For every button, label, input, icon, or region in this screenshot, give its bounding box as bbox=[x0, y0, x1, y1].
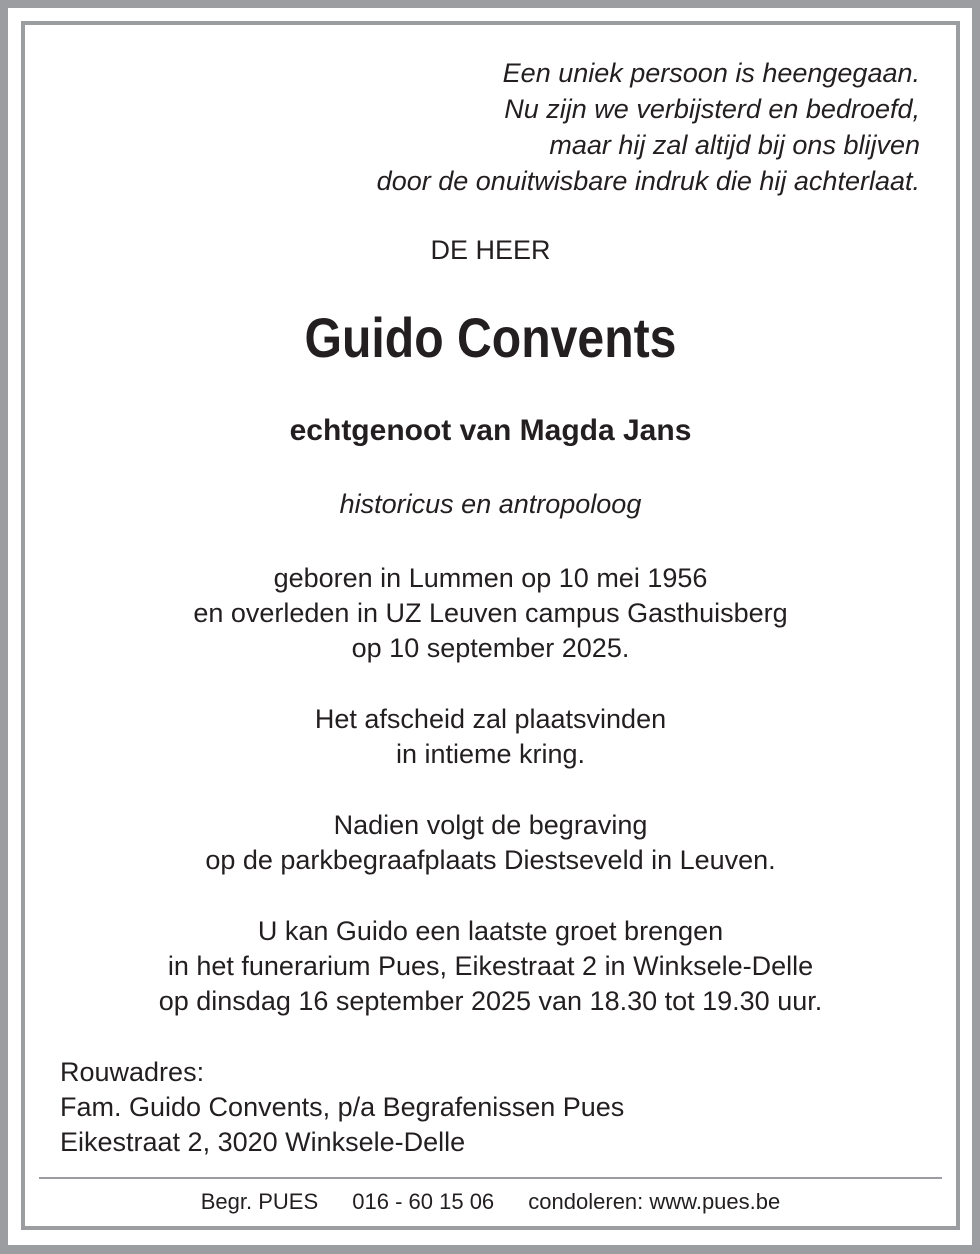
poem bbox=[377, 55, 920, 199]
condolences-link[interactable]: condoleren: www.pues.be bbox=[528, 1189, 781, 1214]
divider bbox=[39, 1177, 942, 1179]
honorific: DE HEER bbox=[430, 235, 551, 265]
visit-line: U kan Guido een laatste groet brengen bbox=[257, 916, 724, 946]
poem-line: door de onuitwisbare indruk die hij achterlaat. bbox=[376, 166, 920, 196]
footer bbox=[25, 1189, 956, 1215]
burial-line: op de parkbegraafplaats Diestseveld in Leuven. bbox=[205, 845, 776, 875]
farewell-line: Het afscheid zal plaatsvinden bbox=[314, 704, 667, 734]
farewell-line: in intieme kring. bbox=[395, 739, 586, 769]
phone: 016 - 60 15 06 bbox=[352, 1189, 495, 1214]
spouse: echtgenoot van Magda Jans bbox=[289, 414, 692, 447]
poem-line: Nu zijn we verbijsterd en bedroefd, bbox=[504, 94, 920, 124]
address-line: Fam. Guido Convents, p/a Begrafenissen Pues bbox=[60, 1092, 625, 1122]
obituary-card bbox=[21, 21, 960, 1230]
deceased-name: Guido Convents bbox=[304, 306, 677, 369]
poem-line: maar hij zal altijd bij ons blijven bbox=[549, 130, 920, 160]
address-line: Eikestraat 2, 3020 Winksele-Delle bbox=[60, 1127, 466, 1157]
poem-line: Een uniek persoon is heengegaan. bbox=[502, 58, 920, 88]
visit-line: in het funerarium Pues, Eikestraat 2 in Winksele-Delle bbox=[167, 951, 814, 981]
death-line: en overleden in UZ Leuven campus Gasthuisberg bbox=[193, 598, 788, 628]
birth-line: geboren in Lummen op 10 mei 1956 bbox=[273, 563, 708, 593]
profession: historicus en antropoloog bbox=[339, 489, 642, 519]
death-date: op 10 september 2025. bbox=[351, 633, 630, 663]
address-label: Rouwadres: bbox=[60, 1057, 205, 1087]
visit-line: op dinsdag 16 september 2025 van 18.30 tot 19.30 uur. bbox=[158, 986, 823, 1016]
undertaker: Begr. PUES bbox=[200, 1189, 319, 1214]
burial-line: Nadien volgt de begraving bbox=[333, 810, 648, 840]
